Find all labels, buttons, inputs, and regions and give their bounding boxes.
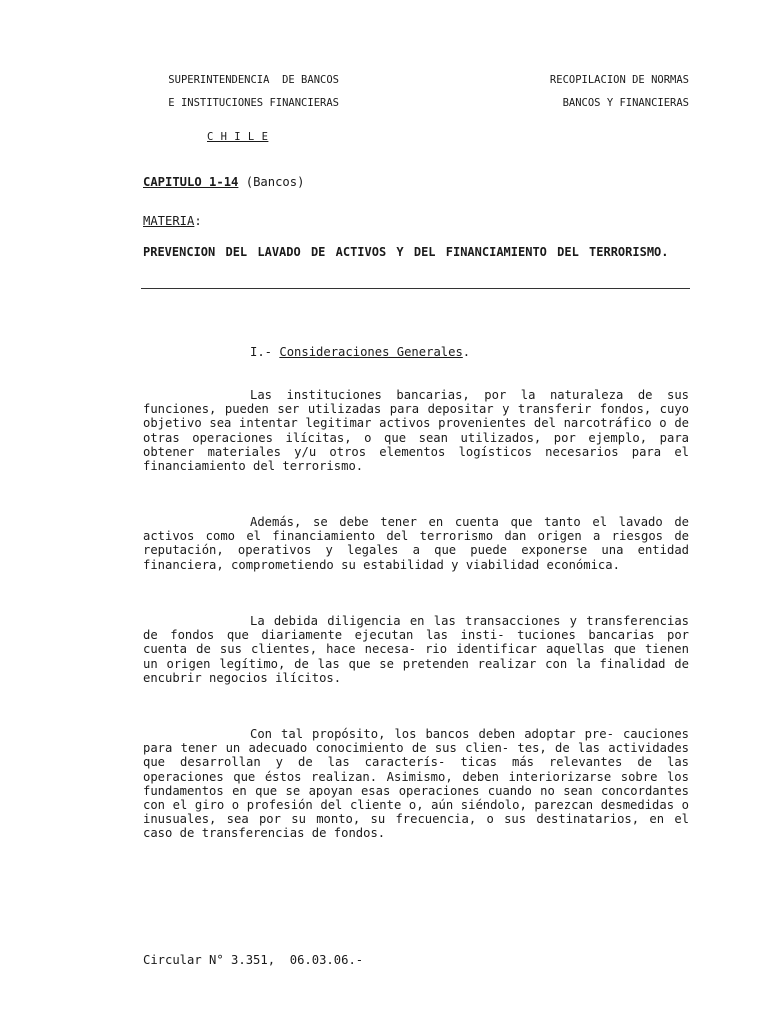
body-paragraph-1: Las instituciones bancarias, por la naturaleza de sus funciones, pueden ser utilizadas para depositar y transferir fondos, cuyo objetivo sea intentar legitimar activos provenientes del narcotráfico o de otras operaciones ilícitas, o que sean utilizados, por ejemplo, para obtener materiales y/u otros elementos logísticos necesarios para el financiamiento del terrorismo.	[143, 388, 689, 474]
issuer-country: C H I L E	[207, 131, 269, 143]
section-title: Consideraciones Generales	[279, 345, 463, 359]
body-paragraph-4: Con tal propósito, los bancos deben adoptar pre- cauciones para tener un adecuado conocimiento de sus clien- tes, de las actividades que desarrollan y de las caracterís- ticas más relevantes de las operaciones que éstos realizan. Asimismo, deben interiorizarse sobre los fundamentos en que se apoyan esas operaciones cuando no sean concordantes con el giro o profesión del cliente o, aún siéndolo, parezcan desmedidas o inusuales, sea por su monto, su frecuencia, o sus destinatarios, en el caso de transferencias de fondos.	[143, 727, 689, 841]
subject-label: MATERIA	[143, 214, 195, 228]
subject-label-row	[143, 214, 202, 228]
issuer-header	[143, 63, 339, 167]
compilation-line-1: RECOPILACION DE NORMAS	[549, 73, 689, 86]
section-heading	[250, 345, 470, 359]
subject-colon: :	[194, 214, 202, 228]
issuer-line-1: SUPERINTENDENCIA DE BANCOS	[168, 73, 339, 86]
circular-footer: Circular N° 3.351, 06.03.06.-	[143, 953, 364, 967]
chapter-label: CAPITULO 1-14	[143, 175, 239, 189]
section-period: .	[462, 345, 471, 359]
body-paragraph-3: La debida diligencia en las transacciones y transferencias de fondos que diariamente ejecutan las insti- tuciones bancarias por cuenta de sus clientes, hace necesa- rio identificar aquellas que tienen un origen legítimo, de las que se pretenden realizar con la finalidad de encubrir negocios ilícitos.	[143, 614, 689, 685]
subject-title: PREVENCION DEL LAVADO DE ACTIVOS Y DEL FINANCIAMIENTO DEL TERRORISMO.	[143, 245, 669, 259]
section-number: I.-	[250, 345, 280, 359]
header-divider	[141, 288, 690, 289]
chapter-qualifier: (Bancos)	[245, 175, 305, 189]
compilation-header	[525, 63, 689, 121]
compilation-line-2: BANCOS Y FINANCIERAS	[562, 96, 689, 109]
chapter-heading	[143, 175, 304, 189]
body-paragraph-2: Además, se debe tener en cuenta que tanto el lavado de activos como el financiamiento del terrorismo dan origen a riesgos de reputación, operativos y legales a que puede exponerse una entidad financiera, comprometiendo su estabilidad y viabilidad económica.	[143, 515, 689, 572]
issuer-line-2: E INSTITUCIONES FINANCIERAS	[168, 96, 339, 109]
